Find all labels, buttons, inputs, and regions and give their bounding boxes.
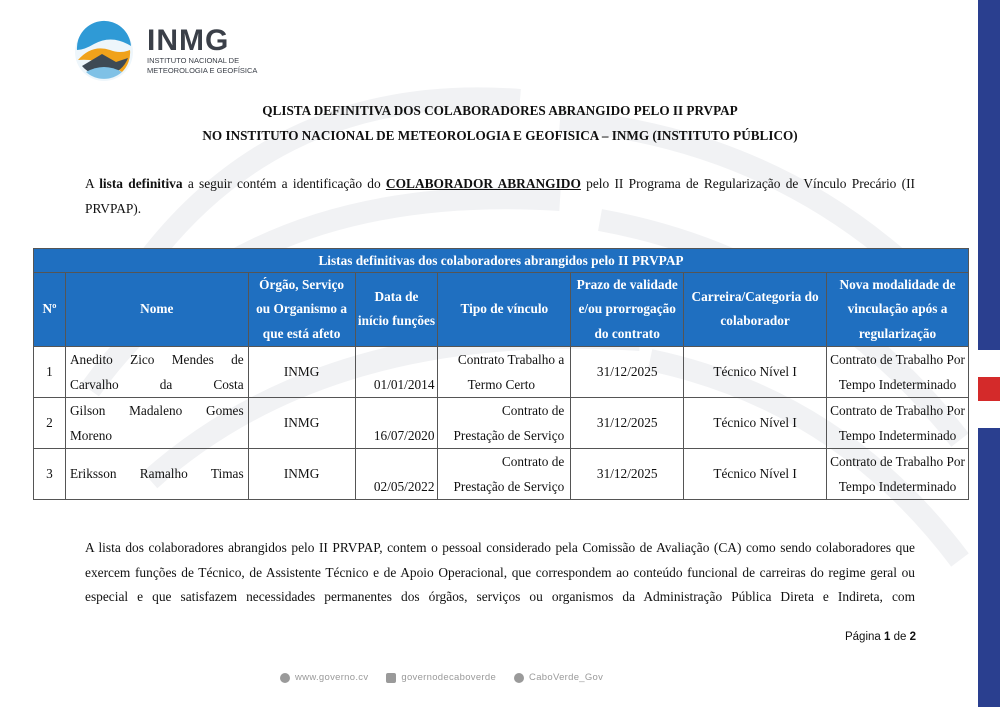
intro-text-3: pelo II Programa de Regularização de Vínculo Precário (II PRVPAP). <box>85 176 915 216</box>
logo-subtitle-line2: METEOROLOGIA E GEOFÍSICA <box>147 65 258 75</box>
footer-twitter[interactable] <box>514 672 603 683</box>
new-modality-line1: Contrato de Trabalho Por <box>830 402 965 418</box>
link-type-line1: Contrato de <box>501 402 565 418</box>
table-row <box>34 397 969 448</box>
cell-start-date: 01/01/2014 <box>355 346 438 397</box>
page-mid: de <box>890 631 910 643</box>
cell-start-date: 16/07/2020 <box>355 397 438 448</box>
header-name: Nome <box>65 273 248 347</box>
facebook-icon <box>386 673 396 683</box>
link-type-line2: Termo Certo <box>467 376 536 392</box>
collaborators-table <box>33 248 969 500</box>
page-number <box>845 631 916 643</box>
cell-validity: 31/12/2025 <box>571 346 684 397</box>
cell-career: Técnico Nível I <box>684 448 827 499</box>
cell-new-modality <box>827 448 969 499</box>
cell-link-type <box>438 448 571 499</box>
document-title-line2: NO INSTITUTO NACIONAL DE METEOROLOGIA E GEOFISICA – INMG (INSTITUTO PÚBLICO) <box>202 128 798 143</box>
new-modality-line2: Tempo Indeterminado <box>838 478 957 494</box>
page-total: 2 <box>909 631 916 643</box>
table-row <box>34 346 969 397</box>
new-modality-line1: Contrato de Trabalho Por <box>830 453 965 469</box>
header-career: Carreira/Categoria do colaborador <box>684 273 827 347</box>
footer-website-text: www.governo.cv <box>295 672 369 683</box>
table-row <box>34 448 969 499</box>
intro-text-2: a seguir contém a identificação do <box>182 176 386 191</box>
link-type-line1: Contrato de <box>501 453 565 469</box>
intro-paragraph <box>85 172 915 221</box>
cell-new-modality <box>827 397 969 448</box>
header-validity: Prazo de validade e/ou prorrogação do contrato <box>571 273 684 347</box>
page-current: 1 <box>884 631 891 643</box>
table-header-row <box>34 273 969 347</box>
header-new-modality: Nova modalidade de vinculação após a regularização <box>827 273 969 347</box>
footer-facebook-text: governodecaboverde <box>401 672 497 683</box>
cell-link-type <box>438 346 571 397</box>
cell-validity: 31/12/2025 <box>571 448 684 499</box>
cell-new-modality <box>827 346 969 397</box>
new-modality-line2: Tempo Indeterminado <box>838 376 957 392</box>
header-number: Nº <box>34 273 66 347</box>
header-link-type: Tipo de vínculo <box>438 273 571 347</box>
globe-icon <box>280 673 290 683</box>
footer-twitter-text: CaboVerde_Gov <box>529 672 604 683</box>
new-modality-line1: Contrato de Trabalho Por <box>830 351 965 367</box>
cell-link-type <box>438 397 571 448</box>
logo-abbreviation: INMG <box>147 24 230 57</box>
cell-organ: INMG <box>248 448 355 499</box>
cell-validity: 31/12/2025 <box>571 397 684 448</box>
logo-emblem-icon <box>72 20 136 84</box>
cell-career: Técnico Nível I <box>684 397 827 448</box>
cell-organ: INMG <box>248 397 355 448</box>
cell-name: Gilson Madaleno Gomes Moreno <box>65 397 248 448</box>
link-type-line2: Prestação de Serviço <box>453 478 565 494</box>
twitter-icon <box>514 673 524 683</box>
page-prefix: Página <box>844 631 884 643</box>
body-paragraph: A lista dos colaboradores abrangidos pelo II PRVPAP, contem o pessoal considerado pela Comissão de Avaliação (CA) como sendo colaboradores que exercem funções de Técnico, de Assistente Técnico e de Apoio Operacional, que correspondem ao conteúdo funcional de carreiras do regime geral ou especial e que satisfazem necessidades permanentes dos órgãos, serviços ou organismos da Administração Pública Direta e Indireta, com <box>85 540 915 604</box>
cell-organ: INMG <box>248 346 355 397</box>
intro-underlined-text: COLABORADOR ABRANGIDO <box>385 176 581 191</box>
footer <box>280 672 603 683</box>
cell-name: Eriksson Ramalho Timas <box>65 448 248 499</box>
cell-start-date: 02/05/2022 <box>355 448 438 499</box>
logo-subtitle-line1: INSTITUTO NACIONAL DE <box>147 56 240 65</box>
header-start-date: Data de início funções <box>355 273 438 347</box>
document-title-line1: QLISTA DEFINITIVA DOS COLABORADORES ABRANGIDO PELO II PRVPAP <box>262 103 738 118</box>
table-caption: Listas definitivas dos colaboradores abrangidos pelo II PRVPAP <box>34 249 969 273</box>
header-organ: Órgão, Serviço ou Organismo a que está afeto <box>248 273 355 347</box>
footer-facebook[interactable] <box>386 672 496 683</box>
new-modality-line2: Tempo Indeterminado <box>838 427 957 443</box>
cell-number: 3 <box>34 448 66 499</box>
cell-number: 1 <box>34 346 66 397</box>
intro-bold-text: lista definitiva <box>99 176 183 191</box>
cell-name: Anedito Zico Mendes de Carvalho da Costa <box>65 346 248 397</box>
footer-website[interactable] <box>280 672 368 683</box>
link-type-line2: Prestação de Serviço <box>453 427 565 443</box>
intro-text-1: A <box>85 176 100 191</box>
logo-text <box>147 26 257 75</box>
cell-career: Técnico Nível I <box>684 346 827 397</box>
cell-number: 2 <box>34 397 66 448</box>
link-type-line1: Contrato Trabalho a <box>457 351 565 367</box>
